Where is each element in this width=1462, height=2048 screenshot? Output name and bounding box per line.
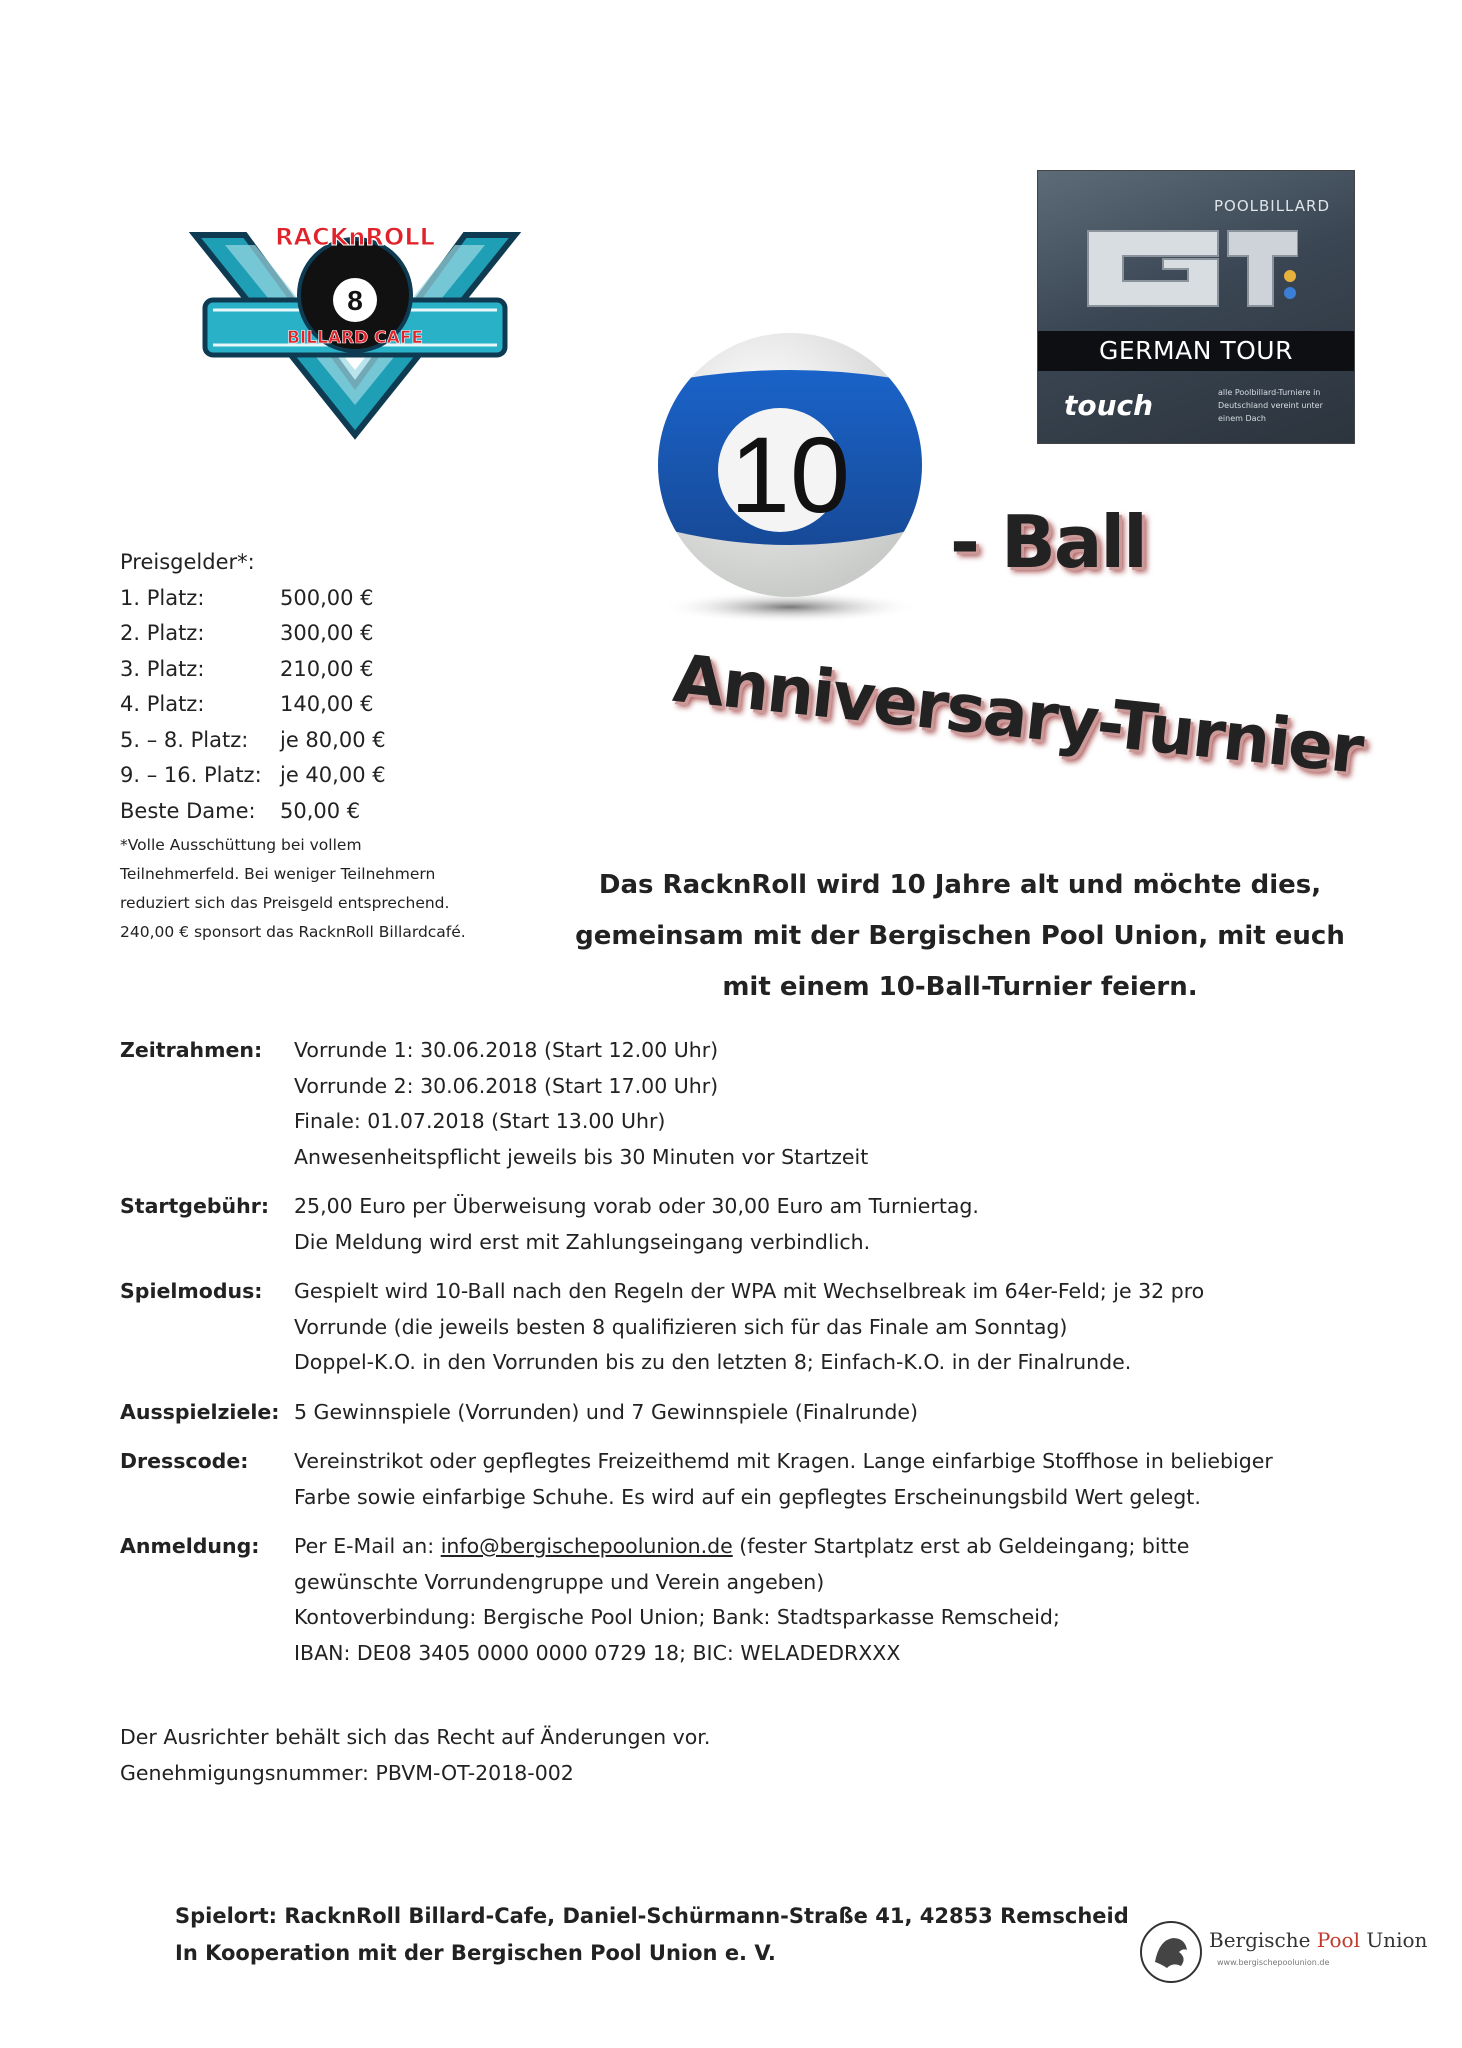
racknroll-ball-number: 8 xyxy=(347,285,363,316)
prize-value: 50,00 € xyxy=(280,798,361,823)
email-link[interactable]: info@bergischepoolunion.de xyxy=(440,1534,733,1558)
prize-label: 2. Platz: xyxy=(120,621,205,645)
detail-line: 5 Gewinnspiele (Vorrunden) und 7 Gewinnspiele (Finalrunde) xyxy=(294,1399,919,1424)
intro-text xyxy=(560,860,1360,1013)
gt-band: GERMAN TOUR xyxy=(1038,331,1354,371)
detail-zeitrahmen xyxy=(120,1033,1370,1175)
cooperation-line: In Kooperation mit der Bergischen Pool Union e. V. xyxy=(175,1941,776,1965)
prize-row xyxy=(120,652,540,688)
detail-line: 25,00 Euro per Überweisung vorab oder 30,00 Euro am Turniertag. xyxy=(294,1194,979,1218)
anmeldung-prefix: Per E-Mail an: xyxy=(294,1534,441,1558)
detail-label: Startgebühr: xyxy=(120,1194,270,1218)
detail-dresscode xyxy=(120,1444,1370,1515)
prize-label: 1. Platz: xyxy=(120,585,205,610)
gt-poolbillard-label: POOLBILLARD xyxy=(1213,197,1330,215)
detail-text xyxy=(294,1529,1370,1671)
detail-spielmodus xyxy=(120,1274,1370,1381)
intro-line: Das RacknRoll wird 10 Jahre alt und möchte dies, xyxy=(598,870,1322,900)
detail-line: IBAN: DE08 3405 0000 0000 0729 18; BIC: WELADEDRXXX xyxy=(294,1640,901,1665)
prize-row xyxy=(120,758,540,794)
prize-row xyxy=(120,616,540,652)
detail-label: Anmeldung: xyxy=(120,1534,260,1558)
detail-line xyxy=(294,1529,1370,1565)
racknroll-logo xyxy=(185,205,525,450)
detail-line: Vorrunde (die jeweils besten 8 qualifizieren sich für das Finale am Sonntag) xyxy=(294,1314,1068,1339)
venue-footer xyxy=(175,1898,1129,1972)
prize-row xyxy=(120,687,540,723)
prize-value: 210,00 € xyxy=(280,656,374,681)
organizer-notice xyxy=(120,1720,710,1791)
bergische-pool-union-logo xyxy=(1137,1918,1428,1986)
gt-tagline: alle Poolbillard-Turniere in Deutschland vereint unter einem Dach xyxy=(1218,388,1323,423)
gt-sponsor: touch xyxy=(1064,389,1154,422)
detail-line: Finale: 01.07.2018 (Start 13.00 Uhr) xyxy=(294,1109,666,1133)
approval-number: Genehmigungsnummer: PBVM-OT-2018-002 xyxy=(120,1760,574,1785)
detail-line: Vorrunde 1: 30.06.2018 (Start 12.00 Uhr) xyxy=(294,1038,719,1062)
prize-footnote-line: 240,00 € sponsort das RacknRoll Billardcafé. xyxy=(120,923,466,941)
ten-ball-number: 10 xyxy=(729,414,851,535)
detail-text xyxy=(294,1274,1370,1381)
detail-line: Vereinstrikot oder gepflegtes Freizeithemd mit Kragen. Lange einfarbige Stoffhose in beliebiger xyxy=(294,1449,1273,1473)
tournament-details xyxy=(120,1033,1370,1685)
detail-line: Doppel-K.O. in den Vorrunden bis zu den letzten 8; Einfach-K.O. in der Finalrunde. xyxy=(294,1350,1132,1374)
racknroll-logo-sub: BILLARD CAFE xyxy=(286,328,424,348)
prize-value: 300,00 € xyxy=(280,621,374,645)
venue-address: Spielort: RacknRoll Billard-Cafe, Daniel-Schürmann-Straße 41, 42853 Remscheid xyxy=(175,1904,1129,1928)
detail-line: Vorrunde 2: 30.06.2018 (Start 17.00 Uhr) xyxy=(294,1073,719,1098)
gt-emblem xyxy=(1068,221,1298,316)
prize-label: 3. Platz: xyxy=(120,656,205,681)
detail-label: Zeitrahmen: xyxy=(120,1038,263,1062)
notice-line: Der Ausrichter behält sich das Recht auf Änderungen vor. xyxy=(120,1725,711,1749)
prize-heading: Preisgelder*: xyxy=(120,550,255,574)
detail-line: Farbe sowie einfarbige Schuhe. Es wird auf ein gepflegtes Erscheinungsbild Wert gelegt. xyxy=(294,1484,1201,1509)
prize-row xyxy=(120,723,540,759)
detail-text xyxy=(294,1033,1370,1175)
ten-ball-graphic xyxy=(650,325,930,645)
bpu-name xyxy=(1209,1928,1427,1952)
detail-line: gewünschte Vorrundengruppe und Verein angeben) xyxy=(294,1569,825,1594)
title-anniversary-turnier: Anniversary-Turnier xyxy=(669,640,1366,789)
bpu-name-part: Union xyxy=(1359,1928,1428,1952)
prize-footnote-line: Teilnehmerfeld. Bei weniger Teilnehmern xyxy=(120,865,436,883)
detail-ausspielziele xyxy=(120,1395,1370,1431)
racknroll-logo-text: RACKnROLL xyxy=(275,223,435,251)
prize-footnote-line: reduziert sich das Preisgeld entsprechend. xyxy=(120,894,450,912)
german-tour-logo xyxy=(1037,170,1355,444)
detail-text xyxy=(294,1189,1370,1260)
prize-row xyxy=(120,794,540,830)
prize-row xyxy=(120,581,540,617)
detail-anmeldung xyxy=(120,1529,1370,1671)
detail-startgebuehr xyxy=(120,1189,1370,1260)
anmeldung-suffix: (fester Startplatz erst ab Geldeingang; bitte xyxy=(732,1534,1190,1558)
intro-line: gemeinsam mit der Bergischen Pool Union, mit euch xyxy=(575,921,1345,951)
prize-label: 4. Platz: xyxy=(120,692,205,716)
prize-label: 5. – 8. Platz: xyxy=(120,727,249,752)
prize-value: je 40,00 € xyxy=(280,763,386,787)
title-ball-suffix: - Ball xyxy=(950,500,1146,584)
detail-label: Spielmodus: xyxy=(120,1279,263,1303)
prize-value: 500,00 € xyxy=(280,585,374,610)
detail-text xyxy=(294,1395,1370,1431)
bpu-name-part: Bergische xyxy=(1209,1928,1317,1952)
detail-label: Ausspielziele: xyxy=(120,1399,280,1424)
detail-text xyxy=(294,1444,1370,1515)
prize-footnote-line: *Volle Ausschüttung bei vollem xyxy=(120,836,362,854)
prize-label: 9. – 16. Platz: xyxy=(120,763,262,787)
detail-line: Anwesenheitspflicht jeweils bis 30 Minuten vor Startzeit xyxy=(294,1144,869,1169)
intro-line: mit einem 10-Ball-Turnier feiern. xyxy=(722,972,1198,1002)
detail-line: Kontoverbindung: Bergische Pool Union; Bank: Stadtsparkasse Remscheid; xyxy=(294,1605,1060,1629)
detail-label: Dresscode: xyxy=(120,1449,249,1473)
prize-money-section xyxy=(120,545,540,947)
bpu-lion-icon xyxy=(1137,1918,1205,1986)
detail-line: Gespielt wird 10-Ball nach den Regeln der WPA mit Wechselbreak im 64er-Feld; je 32 pro xyxy=(294,1279,1205,1303)
bpu-url: www.bergischepoolunion.de xyxy=(1217,1958,1330,1967)
prize-value: 140,00 € xyxy=(280,692,374,716)
prize-footnote xyxy=(120,831,540,947)
prize-value: je 80,00 € xyxy=(280,727,386,752)
prize-label: Beste Dame: xyxy=(120,798,256,823)
bpu-name-pool: Pool xyxy=(1316,1928,1360,1952)
detail-line: Die Meldung wird erst mit Zahlungseingang verbindlich. xyxy=(294,1229,871,1254)
